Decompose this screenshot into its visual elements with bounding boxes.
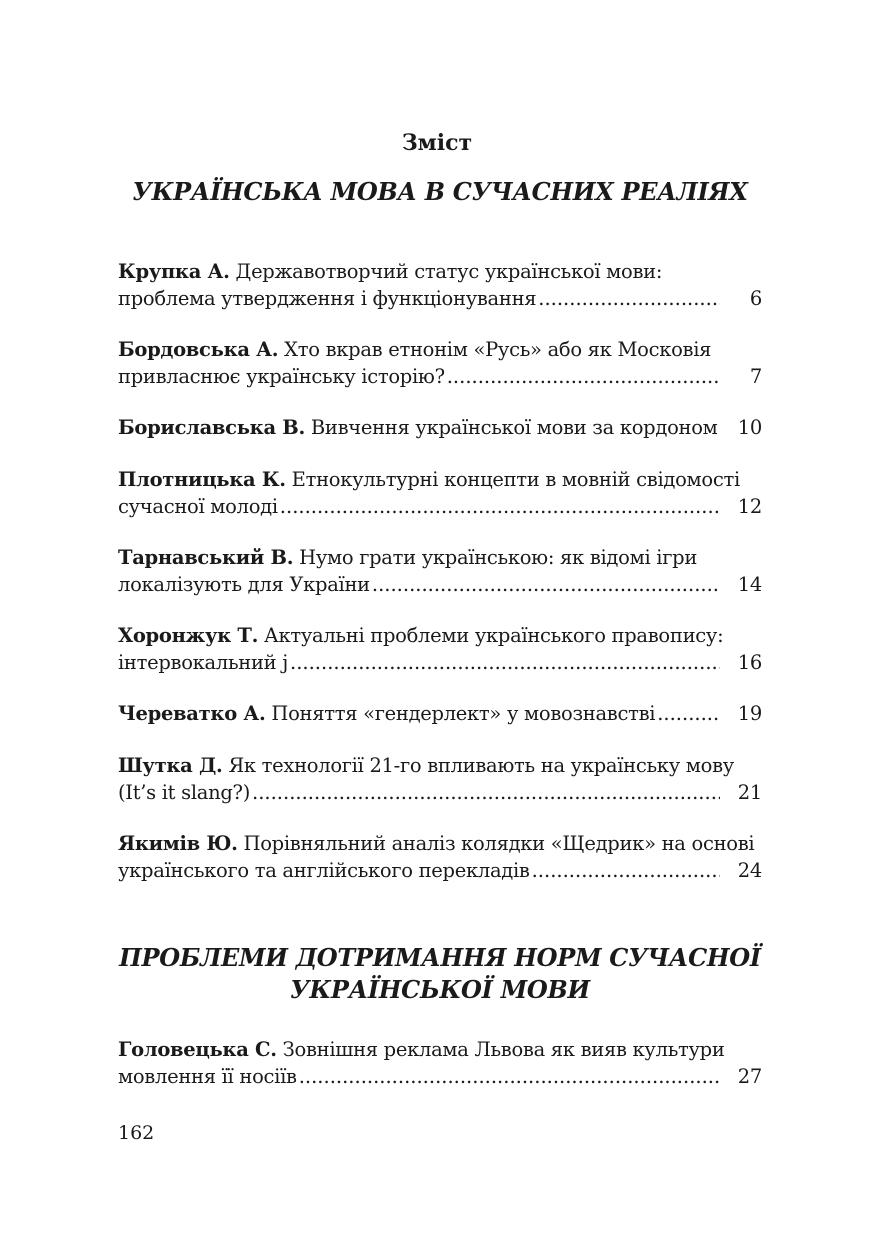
toc-page-number: 6 <box>749 287 762 310</box>
toc-page-number: 16 <box>737 651 762 674</box>
toc-page-number: 21 <box>737 781 762 804</box>
toc-title-line1: Нумо грати українською: як відомі ігри <box>299 546 698 569</box>
toc-title: Вивчення української мови за кордоном <box>310 416 718 439</box>
toc-leader-dots <box>280 493 720 520</box>
toc-entry[interactable] <box>118 336 762 390</box>
toc-title-line2: привласнює українську історію? <box>118 365 445 388</box>
toc-page-number: 27 <box>737 1065 762 1088</box>
toc-entry[interactable] <box>118 830 762 884</box>
toc-leader-dots <box>447 363 720 390</box>
page-title: Зміст <box>401 130 473 156</box>
toc-title-line1: Актуальні проблеми українського правопису: <box>264 624 724 647</box>
toc-page-number: 14 <box>737 573 762 596</box>
toc-entry[interactable] <box>118 258 762 312</box>
toc-title-line2: проблема утвердження і функціонування <box>118 287 537 310</box>
toc-title-line1: Етнокультурні концепти в мовній свідомості <box>291 468 740 491</box>
toc-author: Крупка А. <box>118 260 230 283</box>
toc-title-line2: (It’s it slang?) <box>118 781 250 804</box>
section-heading-line1: ПРОБЛЕМИ ДОТРИМАННЯ НОРМ СУЧАСНОЇ <box>119 943 761 972</box>
toc-page-number: 24 <box>737 859 762 882</box>
toc-leader-dots <box>538 285 720 312</box>
toc-title-line2: українського та англійського перекладів <box>118 859 530 882</box>
toc-title-line1: Зовнішня реклама Львова як вияв культури <box>282 1038 725 1061</box>
toc-leader-dots <box>299 1063 720 1090</box>
toc-title-line2: локалізують для України <box>118 573 370 596</box>
toc-leader-dots <box>532 857 720 884</box>
toc-title-line2: інтервокальний j <box>118 651 289 674</box>
toc-title-line1: Державотворчий статус української мови: <box>235 260 663 283</box>
toc-title-line1: Як технології 21-го впливають на українську мову <box>228 754 734 777</box>
toc-page-number: 19 <box>737 702 762 725</box>
toc-author: Тарнавський В. <box>118 546 294 569</box>
toc-page-number: 10 <box>737 416 762 439</box>
toc-page-number: 7 <box>749 365 762 388</box>
toc-author: Бориславська В. <box>118 416 305 439</box>
toc-leader-dots <box>290 649 720 676</box>
toc-title-line2: мовлення її носіїв <box>118 1065 297 1088</box>
toc-leader-dots <box>372 571 720 598</box>
toc-entry[interactable] <box>118 700 762 727</box>
toc-entry[interactable] <box>118 752 762 806</box>
toc-title-line1: Порівняльний аналіз колядки «Щедрик» на основі <box>243 832 755 855</box>
toc-entry[interactable] <box>118 414 762 441</box>
toc-author: Плотницька К. <box>118 468 286 491</box>
toc-title: Поняття «гендерлект» у мовознавстві <box>271 702 656 725</box>
toc-author: Бордовська А. <box>118 338 279 361</box>
page-number: 162 <box>118 1122 155 1144</box>
toc-title-line1: Хто вкрав етнонім «Русь» або як Московія <box>284 338 712 361</box>
section-heading: УКРАЇНСЬКА МОВА В СУЧАСНИХ РЕАЛІЯХ <box>132 177 748 206</box>
section-heading <box>100 942 780 1006</box>
section-heading-line2: УКРАЇНСЬКОЇ МОВИ <box>290 975 590 1004</box>
toc-entry[interactable] <box>118 466 762 520</box>
toc-author: Якимів Ю. <box>118 832 238 855</box>
toc-author: Шутка Д. <box>118 754 223 777</box>
toc-entry[interactable] <box>118 622 762 676</box>
toc-title-line2: сучасної молоді <box>118 495 278 518</box>
toc-author: Головецька С. <box>118 1038 277 1061</box>
toc-page-number: 12 <box>737 495 762 518</box>
toc-entry[interactable] <box>118 544 762 598</box>
toc-leader-dots <box>657 700 720 727</box>
toc-author: Хоронжук Т. <box>118 624 259 647</box>
toc-leader-dots <box>252 779 720 806</box>
toc-author: Череватко А. <box>118 702 266 725</box>
toc-entry[interactable] <box>118 1036 762 1090</box>
